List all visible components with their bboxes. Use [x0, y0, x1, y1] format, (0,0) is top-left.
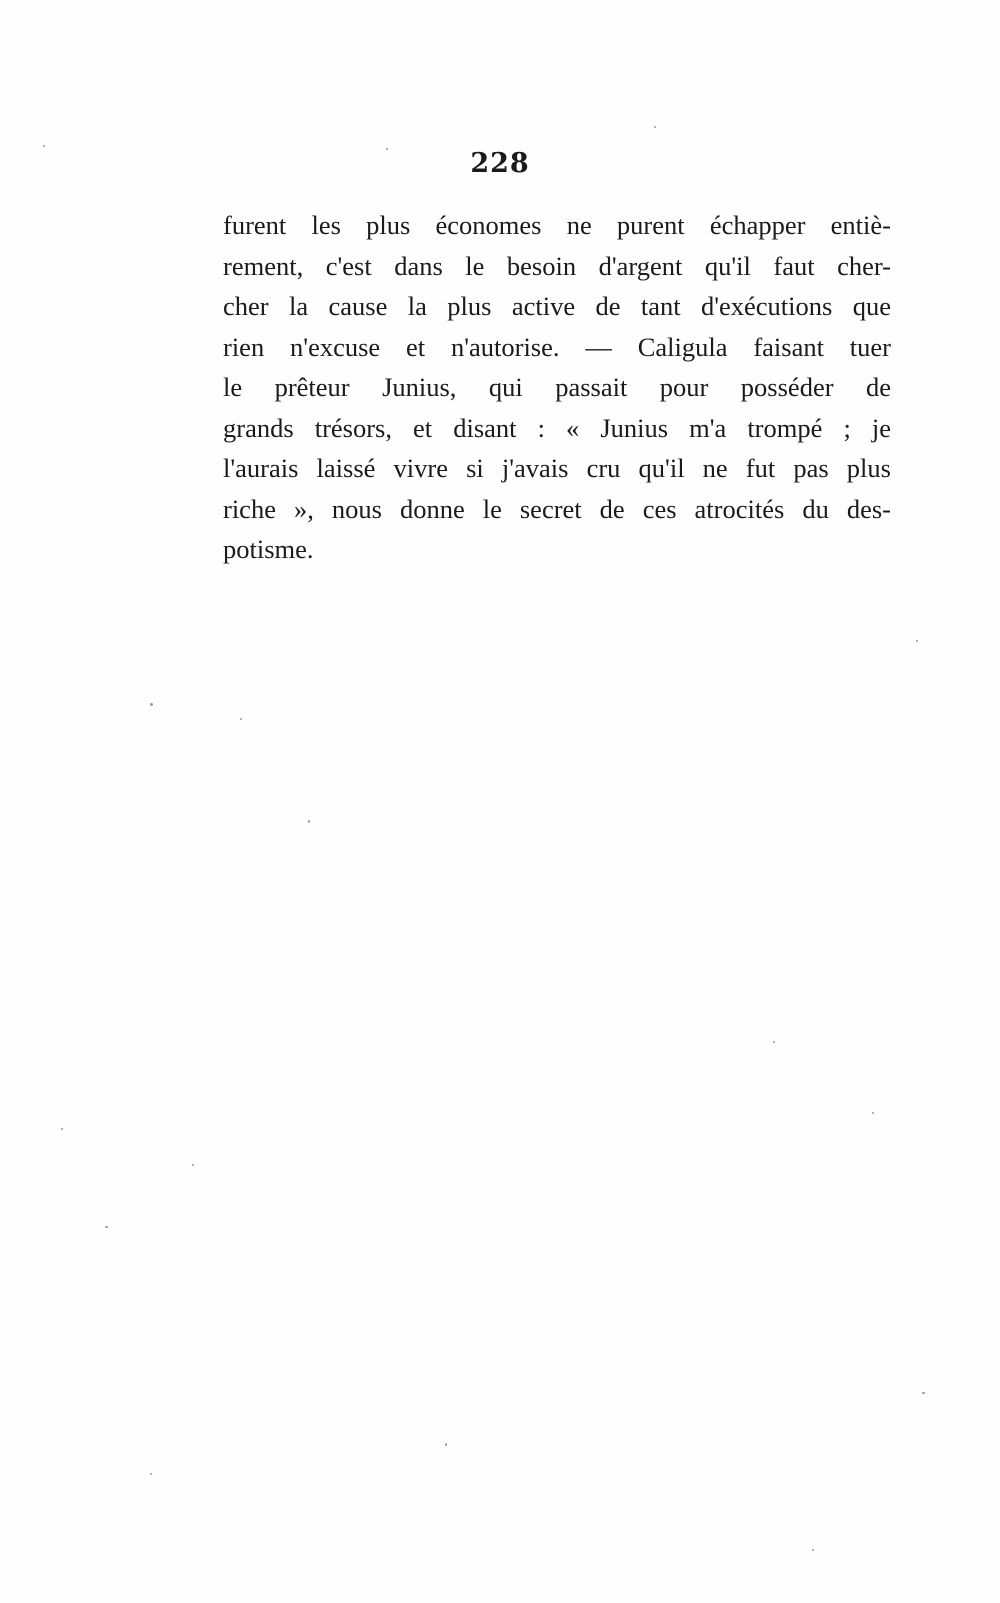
- text-line: l'aurais laissé vivre si j'avais cru qu'il ne fut pas plus: [223, 453, 891, 483]
- text-line: furent les plus économes ne purent échapper entiè-: [223, 210, 891, 240]
- body-text: [223, 205, 891, 570]
- text-line: grands trésors, et disant : « Junius m'a trompé ; je: [223, 412, 891, 443]
- text-line: le prêteur Junius, qui passait pour posséder de: [223, 372, 891, 402]
- text-line: cher la cause la plus active de tant d'exécutions que: [223, 291, 891, 321]
- text-line: rien n'excuse et n'autorise. — Caligula faisant tuer: [223, 331, 891, 362]
- text-line: riche », nous donne le secret de ces atrocités du des-: [223, 493, 891, 524]
- page-number: 228: [470, 148, 530, 179]
- text-line: rement, c'est dans le besoin d'argent qu'il faut cher-: [223, 250, 891, 281]
- text-line: potisme.: [223, 534, 314, 564]
